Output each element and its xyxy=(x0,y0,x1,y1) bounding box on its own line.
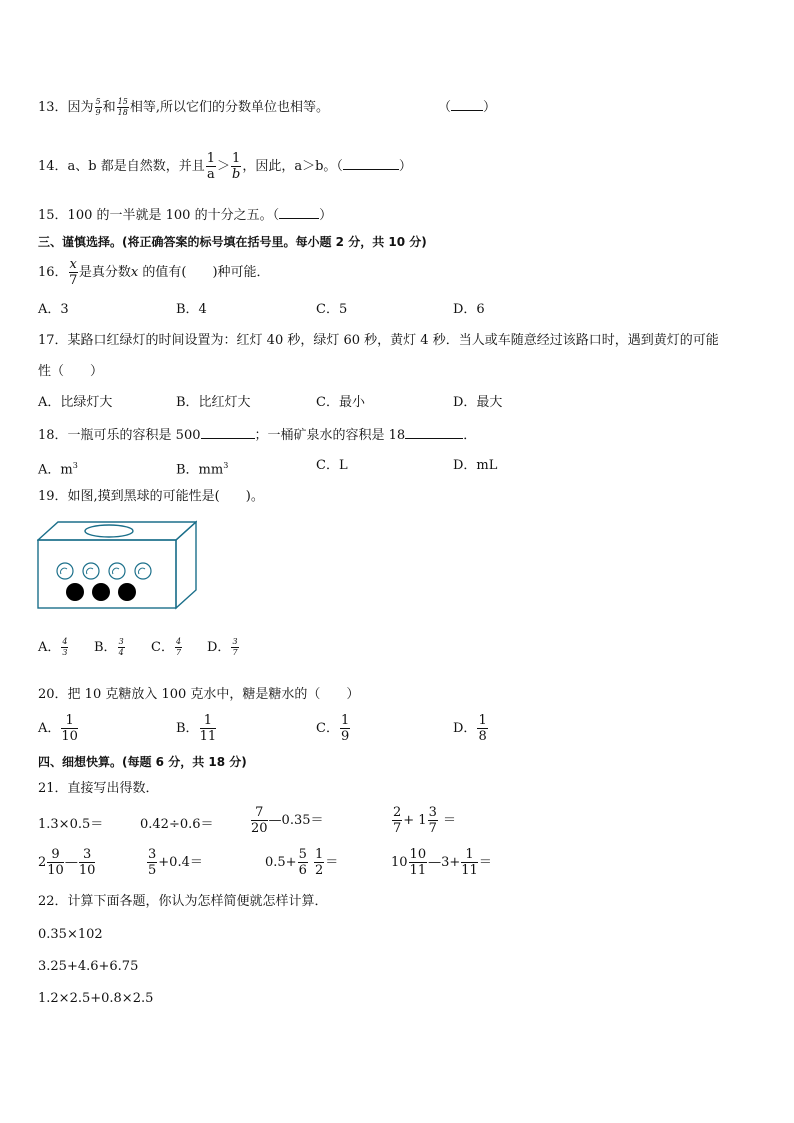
fraction-1-a: $\frac{1}{a}$ xyxy=(206,151,216,182)
option-20-d[interactable]: D． $\frac{1}{8}$ xyxy=(453,713,487,744)
option-19-a[interactable]: A． $\frac{4}{3}$ xyxy=(38,637,68,657)
expr-1: 1.3×0.5＝ xyxy=(38,817,104,832)
expr-5: 2 $\frac{9}{10}$ — $\frac{3}{10}$ xyxy=(38,847,96,878)
black-ball xyxy=(66,583,84,601)
fraction-5-9: $\frac{5}{9}$ xyxy=(95,97,101,117)
answer-blank-2[interactable] xyxy=(405,426,463,439)
option-19-d[interactable]: D． $\frac{3}{7}$ xyxy=(207,637,238,657)
section-4-title: 四、细想快算。(每题 6 分，共 18 分) xyxy=(38,755,247,769)
expr-3: $\frac{7}{20}$ —0.35＝ xyxy=(251,805,324,836)
question-13: 13．因为 $\frac{5}{9}$ 和 $\frac{15}{18}$ 相等,所以它们的分数单位也相等。 xyxy=(38,97,329,117)
white-balls xyxy=(57,563,151,579)
question-22: 22．计算下面各题，你认为怎样简便就怎样计算． xyxy=(38,894,328,909)
answer-blank[interactable] xyxy=(279,206,319,219)
calc-item-1: 0.35×102 xyxy=(38,927,103,942)
calc-item-3: 1.2×2.5+0.8×2.5 xyxy=(38,991,154,1006)
question-14: 14．a、b 都是自然数，并且 $\frac{1}{a}$ ＞ $\frac{1}{b}$ ，因此，a＞b。（ ） xyxy=(38,151,412,182)
fraction-15-18: $\frac{15}{18}$ xyxy=(117,97,128,117)
question-16: 16． $\frac{x}{7}$ 是真分数x 的值有( )种可能． xyxy=(38,257,270,288)
answer-blank[interactable] xyxy=(343,157,399,170)
option-16-a[interactable]: A．3 xyxy=(38,302,69,317)
option-17-a[interactable]: A．比绿灯大 xyxy=(38,395,113,410)
option-19-b[interactable]: B． $\frac{3}{4}$ xyxy=(94,637,124,657)
expr-8: 10 $\frac{10}{11}$ —3+ $\frac{1}{11}$ ＝ xyxy=(391,847,492,878)
question-15: 15．100 的一半就是 100 的十分之五。（ ） xyxy=(38,208,333,223)
calc-item-2: 3.25+4.6+6.75 xyxy=(38,959,139,974)
option-17-b[interactable]: B．比红灯大 xyxy=(176,395,251,410)
white-ball xyxy=(57,563,73,579)
option-17-d[interactable]: D．最大 xyxy=(453,395,503,410)
option-20-b[interactable]: B． $\frac{1}{11}$ xyxy=(176,713,217,744)
black-ball xyxy=(92,583,110,601)
black-ball xyxy=(118,583,136,601)
question-21: 21．直接写出得数． xyxy=(38,781,159,796)
ball-box-figure xyxy=(37,518,197,610)
question-17-line-2: 性（ ） xyxy=(38,364,104,379)
fraction-x-7: $\frac{x}{7}$ xyxy=(69,257,78,288)
option-18-c[interactable]: C．L xyxy=(316,458,348,473)
option-16-b[interactable]: B．4 xyxy=(176,302,207,317)
option-16-c[interactable]: C．5 xyxy=(316,302,348,317)
white-ball xyxy=(135,563,151,579)
fraction-1-b: $\frac{1}{b}$ xyxy=(232,151,241,182)
expr-2: 0.42÷0.6＝ xyxy=(140,817,214,832)
question-18: 18．一瓶可乐的容积是 500 ；一桶矿泉水的容积是 18 ． xyxy=(38,428,477,443)
white-ball xyxy=(83,563,99,579)
question-17-line-1: 17．某路口红绿灯的时间设置为：红灯 40 秒，绿灯 60 秒，黄灯 4 秒．当人或车随意经过该路口时，遇到黄灯的可能 xyxy=(38,333,719,348)
option-20-a[interactable]: A． $\frac{1}{10}$ xyxy=(38,713,78,744)
option-18-d[interactable]: D．mL xyxy=(453,458,498,473)
black-balls xyxy=(66,583,136,601)
answer-blank[interactable] xyxy=(451,98,483,111)
option-19-c[interactable]: C． $\frac{4}{7}$ xyxy=(151,637,182,657)
expr-6: $\frac{3}{5}$ +0.4＝ xyxy=(148,847,203,878)
white-ball xyxy=(109,563,125,579)
expr-7: 0.5+ $\frac{5}{6}$ $\frac{1}{2}$ ＝ xyxy=(265,847,339,878)
option-16-d[interactable]: D．6 xyxy=(453,302,485,317)
answer-paren-13[interactable]: （ ） xyxy=(438,100,497,115)
question-20: 20．把 10 克糖放入 100 克水中，糖是糖水的（ ） xyxy=(38,687,360,702)
question-19: 19．如图,摸到黑球的可能性是( )。 xyxy=(38,489,264,504)
option-20-c[interactable]: C． $\frac{1}{9}$ xyxy=(316,713,350,744)
expr-4: $\frac{2}{7}$ + 1 $\frac{3}{7}$ ＝ xyxy=(393,805,456,836)
option-17-c[interactable]: C．最小 xyxy=(316,395,365,410)
option-18-b[interactable]: B．$mm^3$ xyxy=(176,461,229,478)
option-18-a[interactable]: A．$m^3$ xyxy=(38,461,78,478)
answer-blank-1[interactable] xyxy=(201,426,255,439)
section-3-title: 三、谨慎选择。(将正确答案的标号填在括号里。每小题 2 分，共 10 分) xyxy=(38,235,427,249)
